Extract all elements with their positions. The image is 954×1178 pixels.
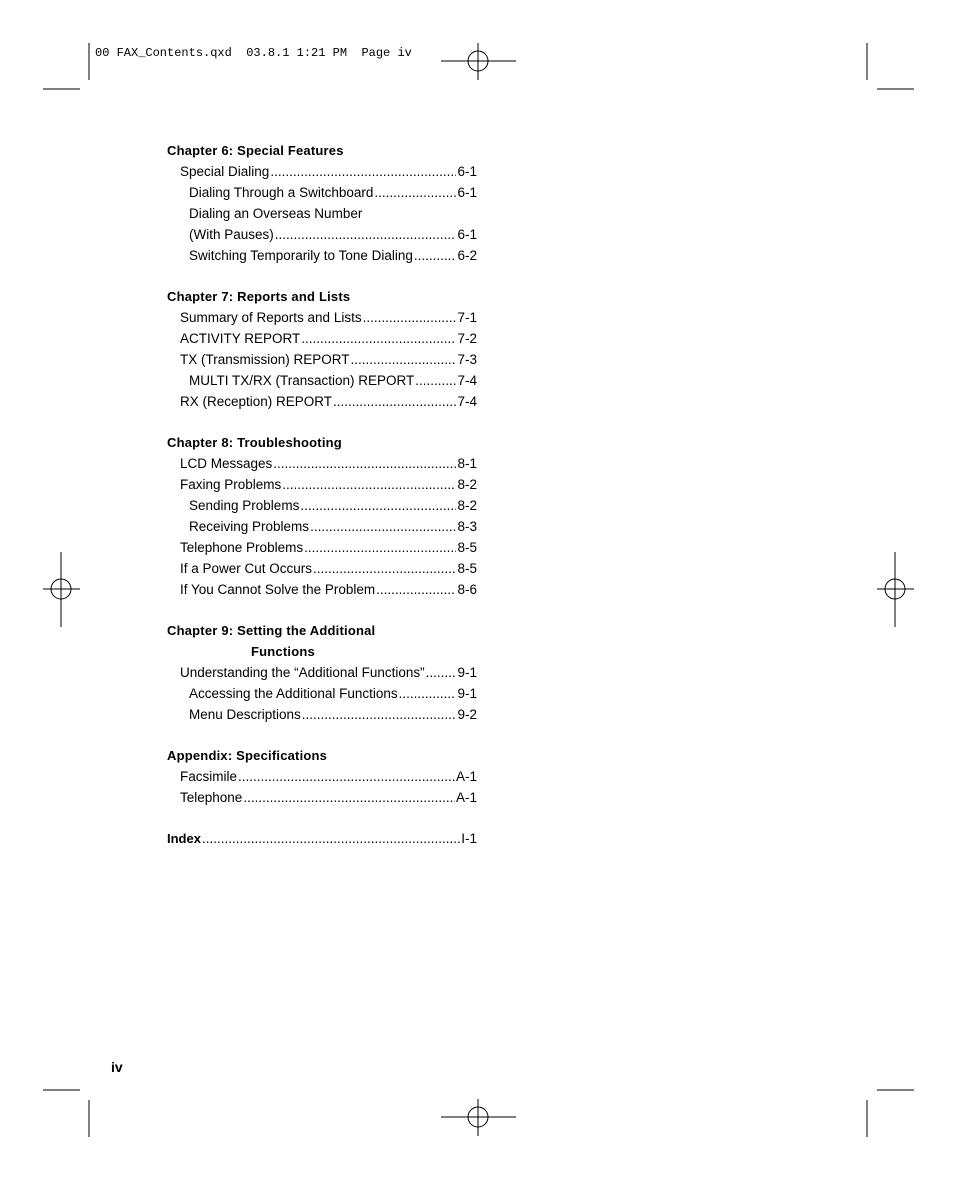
toc-entry[interactable]: If a Power Cut Occurs ..... 8-5: [167, 558, 477, 579]
toc-entry[interactable]: Dialing an Overseas Number: [189, 206, 363, 221]
toc-entry[interactable]: Switching Temporarily to Tone Dialing ..... 6-2: [167, 245, 477, 266]
chapter-heading: Chapter 6: Special Features: [167, 143, 344, 158]
chapter-heading: Chapter 8: Troubleshooting: [167, 435, 342, 450]
page-number: 6-1: [457, 185, 477, 200]
toc-entry[interactable]: Understanding the “Additional Functions” ..... 9-1: [167, 662, 477, 683]
toc-entry[interactable]: Facsimile ..... A-1: [167, 766, 477, 787]
page-number: 6-1: [457, 227, 477, 242]
page-number: 7-4: [457, 373, 477, 388]
chapter-heading: Chapter 9: Setting the Additional Functions: [167, 620, 477, 662]
toc-entry[interactable]: If You Cannot Solve the Problem ..... 8-6: [167, 579, 477, 600]
toc-entry[interactable]: Faxing Problems ..... 8-2: [167, 474, 477, 495]
toc-entry-index[interactable]: Index ..... I-1: [167, 828, 477, 849]
page-number: I-1: [461, 831, 477, 846]
toc-entry[interactable]: MULTI TX/RX (Transaction) REPORT ..... 7-4: [167, 370, 477, 391]
table-of-contents: [167, 140, 477, 849]
page-number: 8-2: [457, 498, 477, 513]
page-number: 9-1: [457, 665, 477, 680]
page-number: 8-5: [457, 540, 477, 555]
page-number: A-1: [455, 790, 477, 805]
page-number: 6-1: [457, 164, 477, 179]
toc-entry[interactable]: Telephone Problems ..... 8-5: [167, 537, 477, 558]
page-number: 8-2: [457, 477, 477, 492]
page-number: 7-4: [457, 394, 477, 409]
toc-entry[interactable]: TX (Transmission) REPORT ..... 7-3: [167, 349, 477, 370]
toc-entry[interactable]: RX (Reception) REPORT ..... 7-4: [167, 391, 477, 412]
chapter-heading: Chapter 7: Reports and Lists: [167, 289, 351, 304]
toc-entry[interactable]: ACTIVITY REPORT ..... 7-2: [167, 328, 477, 349]
chapter-heading: Appendix: Specifications: [167, 748, 328, 763]
toc-entry[interactable]: Receiving Problems ..... 8-3: [167, 516, 477, 537]
page-number: 8-3: [457, 519, 477, 534]
page-folio: iv: [111, 1059, 123, 1075]
toc-entry[interactable]: Summary of Reports and Lists ..... 7-1: [167, 307, 477, 328]
chapter-heading-continuation: Functions: [251, 644, 315, 659]
page-number: 7-3: [457, 352, 477, 367]
toc-entry[interactable]: Menu Descriptions ..... 9-2: [167, 704, 477, 725]
file-slug: 00 FAX_Contents.qxd 03.8.1 1:21 PM Page iv: [95, 46, 412, 60]
page-number: 8-6: [457, 582, 477, 597]
page-number: 6-2: [457, 248, 477, 263]
page-number: 8-5: [457, 561, 477, 576]
page-number: 8-1: [457, 456, 477, 471]
page-number: A-1: [455, 769, 477, 784]
page-number: 9-1: [457, 686, 477, 701]
page-number: 7-2: [457, 331, 477, 346]
toc-entry[interactable]: Telephone ..... A-1: [167, 787, 477, 808]
toc-entry[interactable]: LCD Messages ..... 8-1: [167, 453, 477, 474]
toc-entry[interactable]: Accessing the Additional Functions ..... 9-1: [167, 683, 477, 704]
toc-entry[interactable]: (With Pauses) ..... 6-1: [167, 224, 477, 245]
toc-entry[interactable]: Dialing Through a Switchboard ..... 6-1: [167, 182, 477, 203]
page-number: 9-2: [457, 707, 477, 722]
toc-entry[interactable]: Sending Problems ..... 8-2: [167, 495, 477, 516]
page-number: 7-1: [457, 310, 477, 325]
toc-entry[interactable]: Special Dialing ..... 6-1: [167, 161, 477, 182]
